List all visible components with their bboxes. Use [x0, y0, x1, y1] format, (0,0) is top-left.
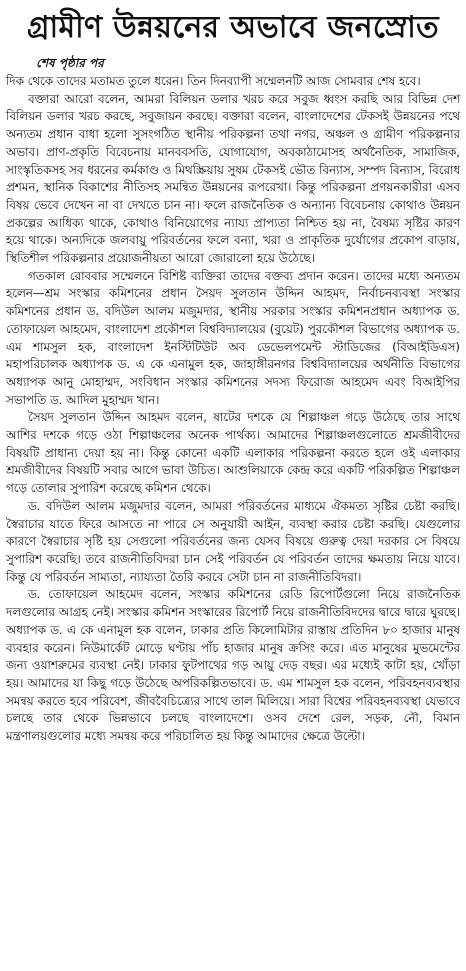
article-paragraph-3: গতকাল রোববার সম্মেলনে বিশিষ্ট ব্যক্তিরা তাদের বক্তব্য প্রদান করেন। তাদের মধ্যে অন্যতম হলেন—শ্রম সংস্কার কমিশনের প্রধান সৈয়দ সুলতান উদ্দিন আহমদ, নির্বাচনব্যবস্থা সংস্কার কমিশনের প্রধান ড. বদিউল আলম মজুমদার, স্থানীয় সরকার সংস্কার কমিশনপ্রধান অধ্যাপক ড. তোফায়েল আহমেদ, বাংলাদেশ প্রকৌশল বিশ্ববিদ্যালয়ের (বুয়েট) পুরকৌশল বিভাগের অধ্যাপক ড. এম শামসুল হক, বাংলাদেশ ইনস্টিটিউট অব ডেভেলপমেন্ট স্টাডিজের (বিআইডিএস) মহাপরিচালক অধ্যাপক ড. এ কে এনামুল হক, জাহাঙ্গীরনগর বিশ্ববিদ্যালয়ের অর্থনীতি বিভাগের অধ্যাপক আনু মোহাম্মদ, সংবিধান সংস্কার কমিশনের সদস্য ফিরোজ আহমেদ এবং বিআইপির সভাপতি ড. আদিল মুহাম্মদ খান। [6, 268, 460, 407]
article-paragraph-5: ড. বদিউল আলম মজুমদার বলেন, আমরা পরিবর্তনের মাধ্যমে ঐকমত্য সৃষ্টির চেষ্টা করছি। স্বৈরাচার যাতে ফিরে আসতে না পারে সে অনুযায়ী আইন, ব্যবস্থা করার চেষ্টা করছি। যেগুলোর কারণে স্বৈরাচার সৃষ্টি হয় সেগুলো পরিবর্তনের জন্য যেসব বিষয়ে গুরুত্ব দেয়া দরকার সে বিষয়ে সুপারিশ করেছি। তবে রাজনীতিবিদরা চান সেই পরিবর্তন যে পরিবর্তন তাদের ক্ষমতায় নিয়ে যাবে। কিন্তু যে পরিবর্তন সাম্যতা, ন্যায্যতা তৈরি করবে সেটা চান না রাজনীতিবিদরা। [6, 498, 460, 584]
article-paragraph-1: দিক থেকে তাদের মতামত তুলে ধরেন। তিন দিনব্যাপী সম্মেলনটি আজ সোমবার শেষ হবে। [6, 74, 421, 88]
article-paragraph-2: বক্তারা আরো বলেন, আমরা বিলিয়ন ডলার খরচ করে সবুজ ধ্বংস করছি আর বিভিন্ন দেশ বিলিয়ন ডলার খরচ করছে, সবুজায়ন করছে। বক্তারা বলেন, বাংলাদেশের টেকসই উন্নয়নের পথে অন্যতম প্রধান বাধা হলো সুসংগঠিত স্থানীয় পরিকল্পনা তথা নগর, অঞ্চল ও গ্রামীণ পরিকল্পনার অভাব। প্রাণ-প্রকৃতি বিবেচনায় মানববসতি, যোগাযোগ, অবকাঠামোসহ অর্থনৈতিক, সামাজিক, সাংস্কৃতিকসহ সব ধরনের কর্মকাণ্ড ও মিথস্ক্রিয়ায় সুষম টেকসই ভৌত বিন্যাস, সম্পদ বিন্যাস, বিরোধ প্রশমন, স্থানিক বিকাশের নীতিসহ সমন্বিত উন্নয়নের রূপরেখা। কিন্তু পরিকল্পনা প্রণয়নকারীরা এসব বিষয় ভেবে দেখেন না বা দেখতে চান না। ফলে রাজনৈতিক ও অন্যান্য বিবেচনায় কোথাও উন্নয়ন প্রকল্পের আধিক্য থাকে, কোথাও বিনিয়োগের ন্যায্য প্রাপ্যতা নিশ্চিত হয় না, বৈষম্য সৃষ্টির কারণ হয়ে থাকে। অন্যদিকে জলবায়ু পরিবর্তনের ফলে বন্যা, খরা ও প্রাকৃতিক দুর্যোগের প্রকোপ বাড়ায়, স্থিতিশীল পরিকল্পনার প্রয়োজনীয়তা আরো জোরালো হয়ে উঠেছে। [6, 91, 460, 266]
article-paragraph-4: সৈয়দ সুলতান উদ্দিন আহমদ বলেন, ষাটের দশকে যে শিল্পাঞ্চল গড়ে উঠেছে তার সাথে আশির দশকে গড়ে ওঠা শিল্পাঞ্চলের অনেক পার্থক্য। আমাদের শিল্পাঞ্চলগুলোতে শ্রমজীবীদের বিষয়টি প্রাধান্য দেয়া হয় না। কিন্তু কোনো একটি এলাকার পরিকল্পনা করতে হলে ওই এলাকার শ্রমজীবীদের বিষয়টি সবার আগে ভাবা উচিত। আশুলিয়াকে কেন্দ্র করে একটি পরিকল্পিত শিল্পাঞ্চল গড়ে তোলার সুপারিশ করেছে কমিশন থেকে। [6, 410, 460, 496]
article-headline: গ্রামীণ উন্নয়নের অভাবে জনস্রোত [27, 10, 439, 45]
article-body [6, 73, 460, 746]
article-paragraph-6: ড. তোফায়েল আহমেদ বলেন, সংস্কার কমিশনের রেডি রিপোর্টগুলো নিয়ে রাজনৈতিক দলগুলোর আগ্রহ নেই। সংস্কার কমিশন সংস্কারের রিপোর্ট নিয়ে রাজনীতিবিদদের দ্বারে দ্বারে ঘুরছে। অধ্যাপক ড. এ কে এনামুল হক বলেন, ঢাকার প্রতি কিলোমিটার রাস্তায় প্রতিদিন ৮০ হাজার মানুষ ব্যবহার করেন। নিউমার্কেট মোড়ে ঘণ্টায় পাঁচ হাজার মানুষ ক্রসিং করে। এত মানুষের মুভমেন্টের জন্য ওয়াশরুমের ব্যবস্থা নেই। ঢাকার ফুটপাথের গড় আয়ু দেড় বছর। এর মধ্যেই কাটা হয়, খোঁড়া হয়। আমাদের যা কিছু গড়ে উঠেছে অপরিকল্পিতভাবে। ড. এম শামসুল হক বলেন, পরিবহনব্যবস্থার সমন্বয় করতে হবে পরিবেশ, জীববৈচিত্র্যের সাথে তাল মিলিয়ে। সারা বিশ্বের পরিবহনব্যবস্থা যেভাবে চলছে তার থেকে ভিন্নভাবে চলছে বাংলাদেশে। ওসব দেশে রেল, সড়ক, নৌ, বিমান মন্ত্রণালয়গুলোর মধ্যে সমন্বয় করে পরিচালিত হয় কিন্তু আমাদের ক্ষেত্রে উল্টো। [6, 587, 460, 744]
continued-from-label: শেষ পৃষ্ঠার পর [36, 56, 104, 70]
